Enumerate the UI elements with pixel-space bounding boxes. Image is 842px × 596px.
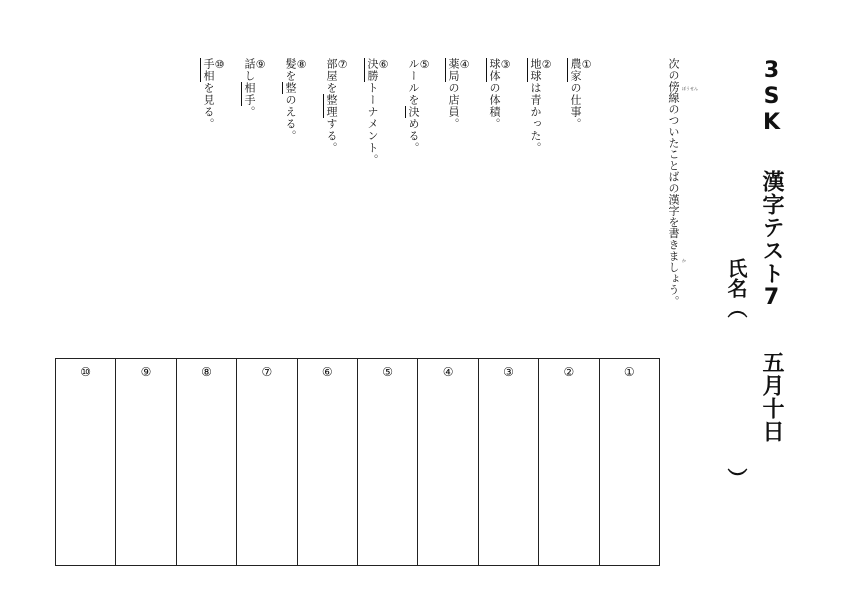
answer-label: ⑥ bbox=[321, 365, 333, 379]
question-text: 髪を bbox=[284, 58, 297, 82]
question-number: ⑨ bbox=[254, 58, 267, 72]
question-text: トーナメント。 bbox=[366, 82, 379, 166]
answer-cell-10[interactable] bbox=[56, 359, 115, 565]
underlined-word: 手相 bbox=[202, 58, 215, 82]
answer-label: ⑦ bbox=[261, 365, 273, 379]
test-title bbox=[760, 58, 782, 443]
question-text: の店員。 bbox=[447, 82, 460, 130]
underlined-word: 決 bbox=[407, 106, 420, 118]
answer-cell-1[interactable] bbox=[599, 359, 659, 565]
answer-cell-9[interactable] bbox=[115, 359, 175, 565]
question-8 bbox=[285, 58, 307, 142]
question-2 bbox=[530, 58, 552, 154]
question-number: ① bbox=[580, 58, 593, 72]
question-text: 話し bbox=[243, 58, 256, 82]
underlined-word: 薬局 bbox=[447, 58, 460, 82]
question-number: ⑤ bbox=[418, 58, 431, 72]
answer-label: ① bbox=[623, 365, 635, 379]
name-close: ） bbox=[724, 468, 748, 488]
question-4 bbox=[448, 58, 470, 130]
answer-label: ⑨ bbox=[140, 365, 152, 379]
underlined-word: 農家 bbox=[569, 58, 582, 82]
class-code: 3SK bbox=[759, 58, 784, 136]
question-number: ④ bbox=[458, 58, 471, 72]
answer-cell-4[interactable] bbox=[417, 359, 477, 565]
answer-cell-6[interactable] bbox=[297, 359, 357, 565]
name-field bbox=[726, 258, 746, 488]
answer-cell-5[interactable] bbox=[357, 359, 417, 565]
question-text: は青かった。 bbox=[529, 82, 542, 154]
question-5 bbox=[408, 58, 430, 154]
question-3 bbox=[489, 58, 511, 130]
question-number: ⑦ bbox=[336, 58, 349, 72]
answer-cell-7[interactable] bbox=[236, 359, 296, 565]
question-number: ③ bbox=[499, 58, 512, 72]
question-text: のえる。 bbox=[284, 94, 297, 142]
question-text: する。 bbox=[325, 118, 338, 154]
answer-cell-3[interactable] bbox=[478, 359, 538, 565]
question-number: ⑩ bbox=[213, 58, 226, 72]
ruby-ka: か bbox=[682, 258, 686, 263]
answer-label: ③ bbox=[503, 365, 514, 379]
question-number: ⑥ bbox=[377, 58, 390, 72]
answer-table bbox=[55, 358, 660, 566]
test-date: 五月十日 bbox=[759, 351, 784, 443]
question-1 bbox=[570, 58, 592, 130]
underlined-word: 相手 bbox=[243, 82, 256, 106]
question-text: を見る。 bbox=[202, 82, 215, 130]
question-10 bbox=[203, 58, 225, 130]
question-text: ルールを bbox=[407, 58, 420, 106]
underlined-word: 整理 bbox=[325, 94, 338, 118]
underlined-word: 地球 bbox=[529, 58, 542, 82]
answer-cell-2[interactable] bbox=[538, 359, 598, 565]
answer-cell-8[interactable] bbox=[176, 359, 236, 565]
question-text: の体積。 bbox=[488, 82, 501, 130]
name-label: 氏名（ bbox=[724, 258, 748, 318]
answer-label: ⑩ bbox=[80, 365, 92, 379]
underlined-word: 整 bbox=[284, 82, 297, 94]
question-number: ⑧ bbox=[295, 58, 308, 72]
question-text: 部屋を bbox=[325, 58, 338, 94]
answer-label: ⑤ bbox=[382, 365, 394, 379]
question-6 bbox=[367, 58, 389, 166]
answer-label: ② bbox=[563, 365, 575, 379]
question-text: の仕事。 bbox=[569, 82, 582, 130]
ruby-bosen: ぼうせん bbox=[682, 86, 698, 91]
question-text: 。 bbox=[243, 106, 256, 118]
instruction: 次の傍線のついたことばの漢字を書きましょう。 bbox=[667, 58, 680, 307]
question-text: める。 bbox=[407, 118, 420, 154]
underlined-word: 球体 bbox=[488, 58, 501, 82]
answer-label: ④ bbox=[442, 365, 454, 379]
answer-label: ⑧ bbox=[201, 365, 212, 379]
question-7 bbox=[326, 58, 348, 154]
question-number: ② bbox=[540, 58, 553, 72]
underlined-word: 決勝 bbox=[366, 58, 379, 82]
test-name: 漢字テスト7 bbox=[759, 170, 784, 311]
question-9 bbox=[244, 58, 266, 118]
